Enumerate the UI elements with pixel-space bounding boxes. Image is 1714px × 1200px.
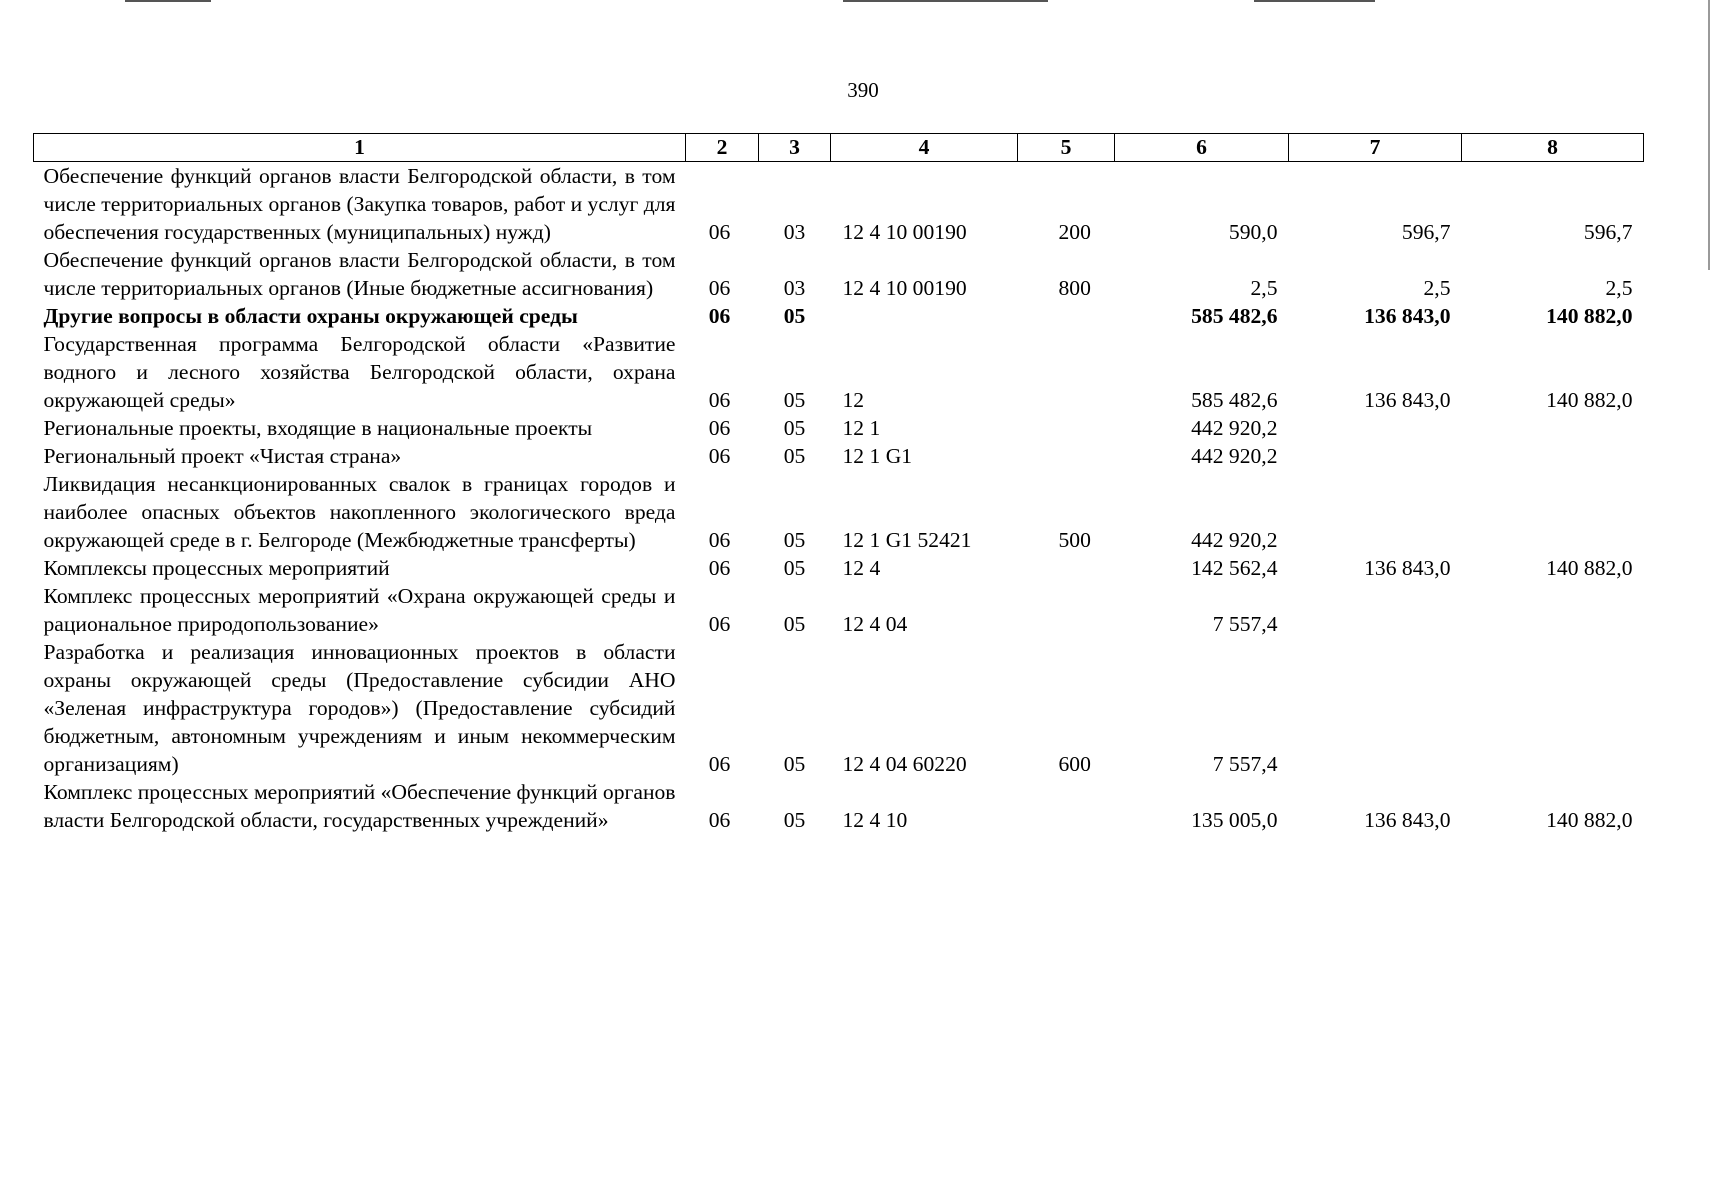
row-section: 06	[708, 556, 731, 580]
row-expense-type	[1018, 554, 1115, 582]
row-subsection: 05	[783, 388, 806, 412]
row-amount-col-7	[1289, 442, 1462, 470]
row-amount-col-7: 136 843,0	[1364, 388, 1451, 412]
row-target-code: 12 1 G1 52421	[842, 528, 972, 552]
row-amount-col-8: 2,5	[1605, 276, 1633, 300]
row-expense-type	[1018, 302, 1115, 330]
row-target-code: 12 4 04	[842, 612, 908, 636]
row-target-code: 12 4 04 60220	[842, 752, 967, 776]
row-amount-col-7	[1289, 582, 1462, 638]
table-row	[34, 778, 1644, 834]
row-amount-col-7	[1289, 414, 1462, 442]
scan-edge-artifact	[1708, 0, 1710, 270]
row-target-code: 12 1 G1	[842, 444, 913, 468]
table-row	[34, 442, 1644, 470]
row-target-code: 12 1	[842, 416, 881, 440]
row-amount-col-8: 596,7	[1583, 220, 1633, 244]
row-name: Государственная программа Белгородской области «Развитие водного и лесного хозяйства Белгородской области, охрана окружающей среды»	[43, 332, 676, 412]
row-name: Обеспечение функций органов власти Белгородской области, в том числе территориальных органов (Иные бюджетные ассигнования)	[43, 248, 676, 300]
row-amount-col-6: 7 557,4	[1212, 612, 1278, 636]
row-target-code: 12	[842, 388, 865, 412]
row-amount-col-6: 590,0	[1228, 220, 1278, 244]
row-subsection: 05	[783, 808, 806, 832]
table-row	[34, 302, 1644, 330]
table-header-row	[34, 134, 1644, 162]
row-section: 06	[708, 388, 731, 412]
row-subsection: 05	[783, 612, 806, 636]
row-name: Комплекс процессных мероприятий «Обеспечение функций органов власти Белгородской области, государственных учреждений»	[43, 780, 676, 832]
row-amount-col-6: 135 005,0	[1191, 808, 1278, 832]
row-section: 06	[708, 612, 731, 636]
row-expense-type	[1018, 582, 1115, 638]
table-row	[34, 162, 1644, 247]
row-amount-col-8: 140 882,0	[1546, 556, 1633, 580]
table-row	[34, 638, 1644, 778]
row-section: 06	[708, 752, 731, 776]
row-expense-type: 500	[1058, 528, 1091, 552]
row-name: Другие вопросы в области охраны окружающей среды	[43, 304, 578, 328]
row-expense-type	[1018, 778, 1115, 834]
header-col-8: 8	[1462, 134, 1644, 162]
row-expense-type: 200	[1058, 220, 1091, 244]
row-amount-col-7: 2,5	[1423, 276, 1451, 300]
row-amount-col-6: 142 562,4	[1191, 556, 1278, 580]
row-amount-col-7: 136 843,0	[1364, 808, 1451, 832]
row-subsection: 05	[783, 416, 806, 440]
row-section: 06	[708, 304, 731, 328]
row-subsection: 05	[783, 752, 806, 776]
header-col-7: 7	[1289, 134, 1462, 162]
header-col-3: 3	[759, 134, 831, 162]
row-amount-col-8	[1462, 470, 1644, 554]
table-row	[34, 330, 1644, 414]
page-number: 390	[847, 78, 879, 102]
row-amount-col-8	[1462, 414, 1644, 442]
header-col-4: 4	[831, 134, 1018, 162]
scan-artifact-line	[843, 0, 1048, 2]
row-target-code: 12 4 10	[842, 808, 908, 832]
row-section: 06	[708, 220, 731, 244]
table-row	[34, 554, 1644, 582]
table-body	[34, 162, 1644, 835]
row-amount-col-6: 585 482,6	[1191, 304, 1278, 328]
row-subsection: 05	[783, 528, 806, 552]
row-subsection: 03	[783, 276, 806, 300]
table-row	[34, 414, 1644, 442]
row-subsection: 03	[783, 220, 806, 244]
row-section: 06	[708, 276, 731, 300]
row-expense-type: 800	[1058, 276, 1091, 300]
row-amount-col-8	[1462, 442, 1644, 470]
row-name: Региональные проекты, входящие в национальные проекты	[43, 416, 593, 440]
row-name: Комплекс процессных мероприятий «Охрана окружающей среды и рациональное природопользование»	[43, 584, 676, 636]
row-subsection: 05	[783, 556, 806, 580]
row-name: Региональный проект «Чистая страна»	[43, 444, 402, 468]
row-amount-col-6: 7 557,4	[1212, 752, 1278, 776]
row-target-code: 12 4 10 00190	[842, 220, 967, 244]
row-target-code: 12 4	[842, 556, 881, 580]
row-expense-type	[1018, 442, 1115, 470]
row-amount-col-8: 140 882,0	[1546, 304, 1633, 328]
row-name: Обеспечение функций органов власти Белгородской области, в том числе территориальных органов (Закупка товаров, работ и услуг для обеспечения государственных (муниципальных) нужд)	[43, 164, 676, 244]
header-col-5: 5	[1018, 134, 1115, 162]
row-target-code	[831, 302, 1018, 330]
header-col-1: 1	[34, 134, 686, 162]
table-row	[34, 246, 1644, 302]
row-amount-col-7: 136 843,0	[1364, 556, 1451, 580]
row-name: Разработка и реализация инновационных проектов в области охраны окружающей среды (Предоставление субсидии АНО «Зеленая инфраструктура городов») (Предоставление субсидий бюджетным, автономным учреждениям и иным некоммерческим организациям)	[43, 640, 676, 776]
row-amount-col-7	[1289, 638, 1462, 778]
row-amount-col-8: 140 882,0	[1546, 808, 1633, 832]
row-section: 06	[708, 808, 731, 832]
scan-artifact-line	[125, 0, 211, 2]
row-expense-type	[1018, 330, 1115, 414]
header-col-6: 6	[1115, 134, 1289, 162]
row-amount-col-8	[1462, 582, 1644, 638]
row-name: Комплексы процессных мероприятий	[43, 556, 390, 580]
row-amount-col-8	[1462, 638, 1644, 778]
row-amount-col-7: 596,7	[1401, 220, 1451, 244]
row-section: 06	[708, 528, 731, 552]
table-row	[34, 470, 1644, 554]
scan-artifact-line	[1254, 0, 1375, 2]
row-amount-col-6: 585 482,6	[1191, 388, 1278, 412]
row-amount-col-6: 442 920,2	[1191, 416, 1278, 440]
table-row	[34, 582, 1644, 638]
row-amount-col-7: 136 843,0	[1364, 304, 1451, 328]
row-amount-col-7	[1289, 470, 1462, 554]
row-target-code: 12 4 10 00190	[842, 276, 967, 300]
budget-table	[33, 133, 1644, 834]
row-section: 06	[708, 416, 731, 440]
row-amount-col-8: 140 882,0	[1546, 388, 1633, 412]
row-section: 06	[708, 444, 731, 468]
row-expense-type: 600	[1058, 752, 1091, 776]
header-col-2: 2	[686, 134, 759, 162]
row-expense-type	[1018, 414, 1115, 442]
row-amount-col-6: 442 920,2	[1191, 528, 1278, 552]
row-name: Ликвидация несанкционированных свалок в границах городов и наиболее опасных объектов накопленного экологического вреда окружающей среде в г. Белгороде (Межбюджетные трансферты)	[43, 472, 676, 552]
row-subsection: 05	[783, 444, 806, 468]
row-subsection: 05	[783, 304, 806, 328]
row-amount-col-6: 442 920,2	[1191, 444, 1278, 468]
row-amount-col-6: 2,5	[1250, 276, 1278, 300]
